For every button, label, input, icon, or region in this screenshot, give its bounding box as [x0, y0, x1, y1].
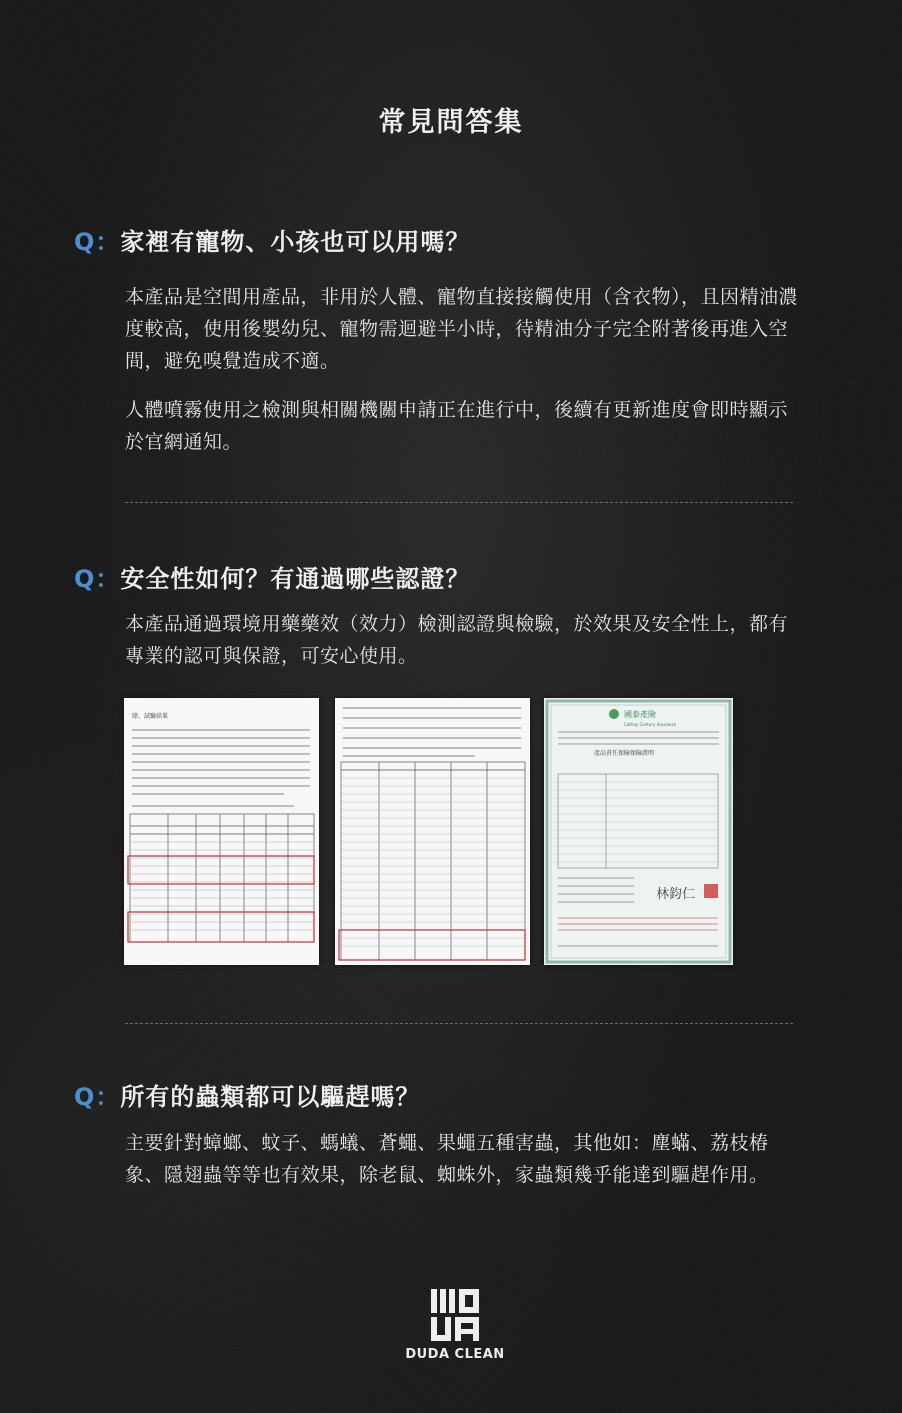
question-prefix: Q：: [74, 565, 121, 593]
faq-question-1: [74, 222, 470, 257]
brand-logo: [400, 1287, 510, 1362]
faq-answer-1a: 本產品是空間用產品，非用於人體、寵物直接接觸使用（含衣物），且因精油濃度較高，使用後嬰幼兒、寵物需迴避半小時，待精油分子完全附著後再進入空間，避免嗅覺造成不適。: [125, 286, 799, 372]
test-report-image-1: [124, 698, 319, 965]
question-text: 家裡有寵物、小孩也可以用嗎？: [120, 228, 471, 256]
insurance-certificate-image: [544, 698, 733, 965]
question-prefix: Q：: [74, 228, 121, 256]
doc-company: 國泰產險: [624, 710, 656, 719]
faq-answer-2a: 本產品通過環境用藥藥效（效力）檢測認證與檢驗，於效果及安全性上，都有專業的認可與保證，可安心使用。: [125, 613, 789, 667]
faq-question-2: [74, 559, 470, 594]
duda-logo-mark-icon: [427, 1287, 483, 1343]
question-text: 所有的蟲類都可以驅趕嗎？: [120, 1083, 421, 1111]
brand-name: DUDA CLEAN: [405, 1347, 505, 1362]
doc-signature: 林鈞仁: [656, 887, 696, 902]
faq-answer-1b: 人體噴霧使用之檢測與相關機關申請正在進行中，後續有更新進度會即時顯示於官網通知。: [125, 399, 789, 453]
doc-heading: 肆、試驗結果: [132, 713, 169, 720]
test-report-image-2: [335, 698, 530, 965]
question-text: 安全性如何？有通過哪些認證？: [120, 565, 471, 593]
divider: [125, 502, 793, 503]
doc-company-en: Cathay Century Insurance: [624, 722, 677, 727]
page-title: 常見問答集: [378, 107, 524, 138]
divider: [125, 1023, 793, 1024]
doc-title: 產品責任保險保險證明: [594, 750, 655, 757]
faq-question-3: [74, 1077, 420, 1112]
question-prefix: Q：: [74, 1083, 121, 1111]
faq-answer-3a: 主要針對蟑螂、蚊子、螞蟻、蒼蠅、果蠅五種害蟲，其他如：塵蟎、荔枝椿象、隱翅蟲等等也有效果，除老鼠、蜘蛛外，家蟲類幾乎能達到驅趕作用。: [125, 1132, 769, 1186]
